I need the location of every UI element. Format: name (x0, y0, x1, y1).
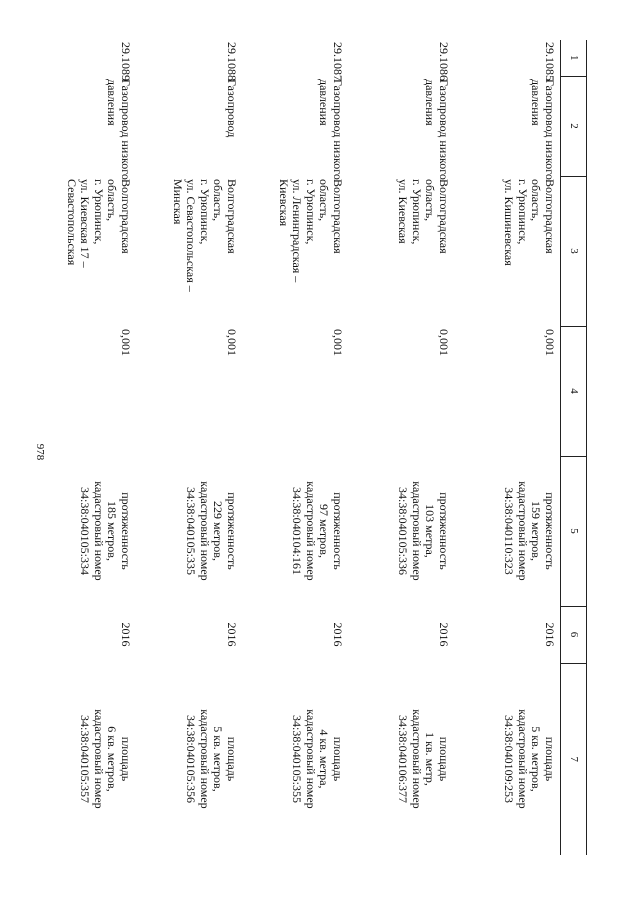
object-name-line: давления (423, 79, 438, 126)
header-col-6: 6 (561, 606, 587, 663)
object-address-line: Волгоградская (543, 179, 557, 254)
object-name-line: Газопровод низкого (331, 79, 345, 180)
object-address-line: ул. Ленинградская – (290, 179, 305, 283)
object-length-line: 34:38:040105:336 (396, 486, 411, 575)
object-length-line: 34:38:040110:323 (502, 487, 517, 575)
object-length-line: 103 метра, (423, 504, 438, 558)
land-area-line: площадь (331, 736, 345, 782)
commission-year: 2016 (225, 622, 239, 647)
land-area-line: 34:38:040105:357 (78, 714, 93, 803)
object-address-line: г. Урюпинск, (516, 179, 530, 245)
land-area-line: 34:38:040106:377 (396, 714, 411, 803)
object-length-line: кадастровый номер (198, 481, 212, 581)
land-area (348, 663, 454, 855)
land-area-line: 5 кв. метров, (529, 726, 544, 792)
table-row (30, 40, 136, 855)
registry-number: 29.1086 (437, 42, 451, 81)
object-length-line: протяженность (437, 492, 451, 570)
object-name-line: давления (317, 79, 332, 126)
header-col-7: 7 (561, 663, 587, 855)
object-name-line: давления (529, 79, 544, 126)
land-area-line: 5 кв. метров, (211, 726, 226, 792)
land-area-line: кадастровый номер (92, 709, 106, 809)
object-length-line: кадастровый номер (516, 481, 530, 581)
object-address-line: Севастопольская (65, 179, 79, 266)
land-area-line: площадь (225, 736, 239, 782)
commission-year: 2016 (331, 622, 345, 647)
registry-number: 29.1089 (119, 42, 133, 81)
land-area-line: площадь (543, 736, 557, 782)
object-address-line: ул. Севастопольская – (184, 179, 199, 292)
commission-year: 2016 (437, 622, 451, 647)
object-address-line: Волгоградская (331, 179, 345, 254)
object-address-line: ул. Киевская (396, 179, 411, 244)
land-area-line: площадь (437, 736, 451, 782)
object-length-line: 185 метров, (105, 501, 120, 561)
object-length-line: 159 метров, (529, 501, 544, 561)
land-area-line: кадастровый номер (304, 709, 318, 809)
object-value: 0,001 (437, 329, 451, 356)
header-col-1: 1 (568, 55, 581, 61)
land-area (242, 663, 348, 855)
object-address-line: ул. Кишиневская (502, 179, 517, 266)
object-value: 0,001 (119, 329, 133, 356)
object-address (136, 176, 242, 326)
object-address-line: область, (105, 179, 120, 222)
object-length-line: протяженность (331, 492, 345, 570)
land-area-line: 6 кв. метров, (105, 726, 120, 792)
registry-number: 29.1085 (543, 42, 557, 81)
registry-number: 29.1088 (225, 42, 239, 81)
land-area-line: 34:38:040105:356 (184, 714, 199, 803)
object-address-line: Минская (171, 179, 185, 225)
header-col-2: 2 (561, 76, 587, 176)
object-address-line: Волгоградская (119, 179, 133, 254)
object-length (242, 456, 348, 606)
object-address-line: область, (423, 179, 438, 222)
object-length (30, 456, 136, 606)
object-address-line: область, (211, 179, 226, 222)
table-row (136, 40, 242, 855)
table-row (348, 40, 454, 855)
object-length (136, 456, 242, 606)
table-row (454, 40, 561, 855)
object-name-line: Газопровод (225, 79, 239, 138)
land-area-line: кадастровый номер (410, 709, 424, 809)
object-length-line: 34:38:040104:161 (290, 486, 305, 575)
commission-year: 2016 (119, 622, 133, 647)
object-length (454, 456, 561, 606)
object-address-line: Киевская (277, 179, 291, 227)
object-length-line: кадастровый номер (304, 481, 318, 581)
object-length-line: 34:38:040105:334 (78, 486, 93, 575)
table-row (242, 40, 348, 855)
land-area-line: 34:38:040105:355 (290, 714, 305, 803)
object-address-line: ул. Киевская 17 – (78, 179, 93, 268)
object-address (454, 176, 561, 326)
object-address (242, 176, 348, 326)
object-address-line: г. Урюпинск, (410, 179, 424, 245)
object-name (348, 76, 454, 180)
object-name (136, 76, 242, 176)
object-value: 0,001 (225, 329, 239, 356)
land-area (30, 663, 136, 855)
object-length-line: кадастровый номер (92, 481, 106, 581)
header-col-4: 4 (561, 326, 587, 456)
object-name (454, 76, 561, 180)
object-name-line: Газопровод низкого (543, 79, 557, 180)
object-address (30, 176, 136, 326)
object-name-line: давления (105, 79, 120, 126)
object-address-line: Волгоградская (225, 179, 239, 254)
land-area-line: 34:38:040109:253 (502, 714, 517, 803)
land-area-line: кадастровый номер (198, 709, 212, 809)
object-address-line: г. Урюпинск, (198, 179, 212, 245)
object-address (348, 176, 454, 326)
object-value: 0,001 (543, 329, 557, 356)
object-length-line: 229 метров, (211, 501, 226, 561)
header-col-5: 5 (561, 456, 587, 606)
commission-year: 2016 (543, 622, 557, 647)
registry-number: 29.1087 (331, 42, 345, 81)
land-area-line: 4 кв. метра, (317, 729, 332, 789)
land-area (454, 663, 561, 855)
object-name (30, 76, 136, 180)
object-length-line: протяженность (543, 492, 557, 570)
page-number: 978 (34, 443, 46, 461)
object-name (242, 76, 348, 180)
land-area-line: 1 кв. метр, (423, 732, 438, 786)
land-area-line: кадастровый номер (516, 709, 530, 809)
object-length-line: протяженность (119, 492, 133, 570)
object-address-line: область, (529, 179, 544, 222)
object-value: 0,001 (331, 329, 345, 356)
object-name-line: Газопровод низкого (437, 79, 451, 180)
property-table (30, 40, 587, 855)
land-area (136, 663, 242, 855)
object-length-line: кадастровый номер (410, 481, 424, 581)
header-row (561, 40, 587, 855)
object-name-line: Газопровод низкого (119, 79, 133, 180)
object-length-line: протяженность (225, 492, 239, 570)
object-length-line: 34:38:040105:335 (184, 486, 199, 575)
object-length-line: 97 метров, (317, 504, 332, 558)
object-address-line: область, (317, 179, 332, 222)
land-area-line: площадь (119, 736, 133, 782)
object-address-line: Волгоградская (437, 179, 451, 254)
rotated-table-wrapper (65, 40, 587, 855)
object-address-line: г. Урюпинск, (304, 179, 318, 245)
object-address-line: г. Урюпинск, (92, 179, 106, 245)
object-length (348, 456, 454, 606)
header-col-3: 3 (561, 176, 587, 326)
